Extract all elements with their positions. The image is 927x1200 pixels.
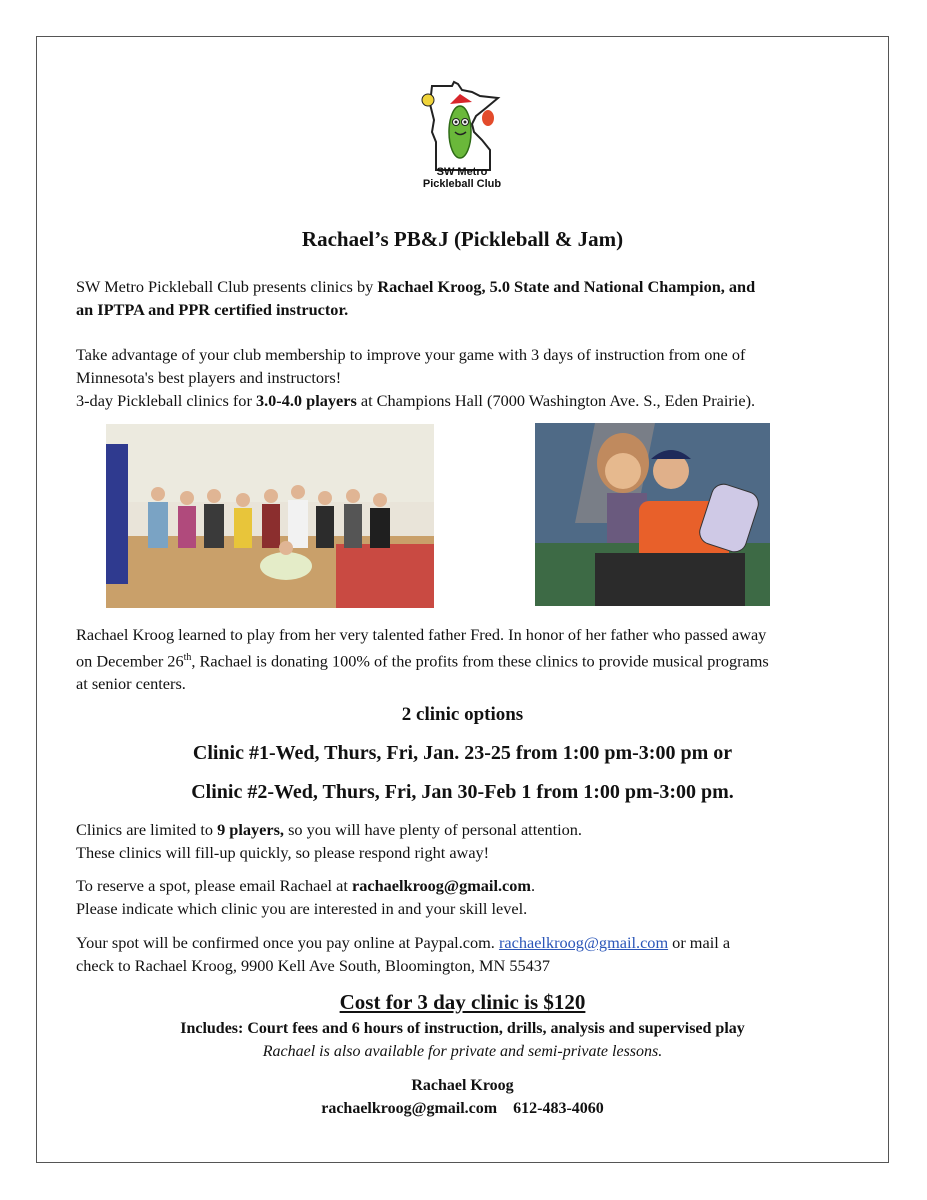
advantage-paragraph: Take advantage of your club membership to improve your game with 3 days of instruction from one of Minnesota's best players and instructors! 3-day Pickleball clinics for 3.0-4.0 players at Champions Hall (7000 Washington Ave. S., Eden Prairie).	[76, 345, 756, 410]
group-photo	[106, 424, 434, 608]
intro-paragraph: SW Metro Pickleball Club presents clinics by Rachael Kroog, 5.0 State and National Champion, and an IPTPA and PPR certified instructor.	[76, 277, 756, 319]
paddle-icon	[482, 110, 494, 126]
private-lessons-text: Rachael is also available for private and semi-private lessons.	[262, 1043, 663, 1060]
contact-name: Rachael Kroog	[411, 1077, 514, 1094]
contact-phone: 612-483-4060	[513, 1100, 604, 1117]
cost-heading: Cost for 3 day clinic is $120	[339, 990, 586, 1014]
includes-text: Includes: Court fees and 6 hours of instruction, drills, analysis and supervised play	[180, 1020, 745, 1037]
ball-icon	[422, 94, 434, 106]
father-daughter-photo	[535, 423, 770, 606]
pickle-body	[449, 106, 471, 158]
clinic-2: Clinic #2-Wed, Thurs, Fri, Jan 30-Feb 1 from 1:00 pm-3:00 pm.	[191, 781, 734, 803]
contact-info	[36, 1100, 889, 1118]
contact-email: rachaelkroog@gmail.com	[321, 1100, 498, 1117]
confirm-paragraph: Your spot will be confirmed once you pay online at Paypal.com. rachaelkroog@gmail.com or mail a check to Rachael Kroog, 9900 Kell Ave South, Bloomington, MN 55437	[76, 933, 731, 975]
reserve-paragraph: To reserve a spot, please email Rachael at rachaelkroog@gmail.com. Please indicate which clinic you are interested in and your skill level.	[76, 876, 536, 918]
limits-paragraph: Clinics are limited to 9 players, so you will have plenty of personal attention. These clinics will fill-up quickly, so please respond right away!	[76, 820, 582, 862]
story-paragraph: Rachael Kroog learned to play from her very talented father Fred. In honor of her father who passed away on December 26th, Rachael is donating 100% of the profits from these clinics to provide musical programs at senior centers.	[76, 625, 769, 694]
email-link[interactable]: rachaelkroog@gmail.com	[498, 933, 669, 952]
options-heading: 2 clinic options	[401, 704, 524, 725]
page-title: Rachael’s PB&J (Pickleball & Jam)	[301, 227, 624, 251]
logo-text: SW Metro Pickleball Club	[422, 166, 502, 190]
clinic-1: Clinic #1-Wed, Thurs, Fri, Jan. 23-25 from 1:00 pm-3:00 pm or	[192, 742, 733, 764]
